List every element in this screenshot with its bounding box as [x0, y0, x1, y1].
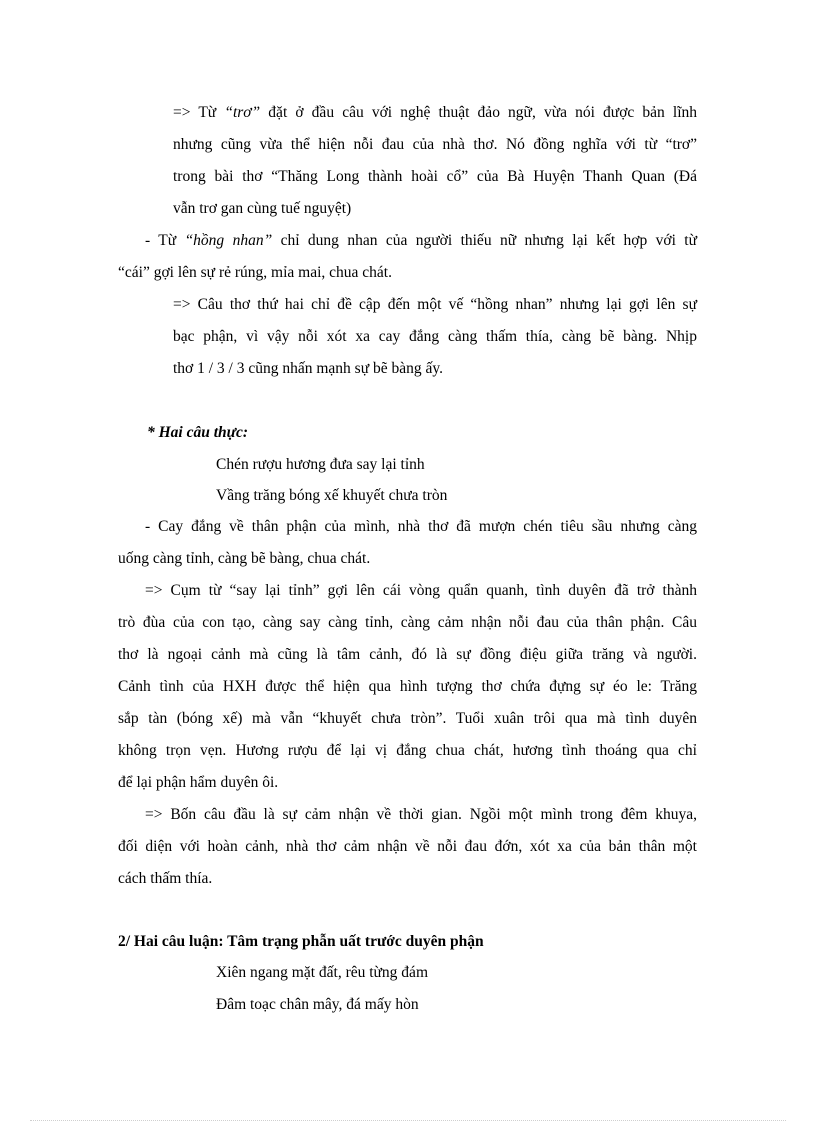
paragraph-line: “cái” gợi lên sự rẻ rúng, mỉa mai, chua chát.	[118, 264, 392, 281]
paragraph-line: cách thấm thía.	[118, 870, 213, 887]
paragraph-line: để lại phận hẩm duyên ôi.	[118, 774, 279, 791]
paragraph-line: => Từ “trơ” đặt ở đầu câu với nghệ thuật đảo ngữ, vừa nói được bản lĩnh	[173, 104, 698, 121]
paragraph-line: bạc phận, vì vậy nỗi xót xa cay đắng càng thấm thía, càng bẽ bàng. Nhịp	[173, 328, 697, 345]
verse-line: Xiên ngang mặt đất, rêu từng đám	[216, 964, 428, 981]
verse-line: Đâm toạc chân mây, đá mấy hòn	[216, 996, 419, 1013]
paragraph-line: - Cay đắng về thân phận của mình, nhà thơ đã mượn chén tiêu sầu nhưng càng	[145, 518, 697, 535]
paragraph-line: nhưng cũng vừa thể hiện nỗi đau của nhà thơ. Nó đồng nghĩa với từ “trơ”	[173, 136, 697, 153]
section-heading: * Hai câu thực:	[147, 424, 248, 441]
paragraph-line: => Câu thơ thứ hai chỉ đề cập đến một vế “hồng nhan” nhưng lại gợi lên sự	[173, 296, 697, 313]
paragraph-line: vẫn trơ gan cùng tuế nguyệt)	[173, 200, 352, 217]
paragraph-line: => Cụm từ “say lại tỉnh” gợi lên cái vòng quẩn quanh, tình duyên đã trở thành	[145, 582, 697, 599]
verse-line: Vầng trăng bóng xế khuyết chưa tròn	[216, 487, 448, 504]
paragraph-line: không trọn vẹn. Hương rượu để lại vị đắng chua chát, hương tình thoáng qua chỉ	[118, 742, 697, 759]
paragraph-line: đối diện với hoàn cảnh, nhà thơ cảm nhận về nỗi đau đớn, xót xa của bản thân một	[118, 838, 697, 855]
paragraph-line: uống càng tỉnh, càng bẽ bàng, chua chát.	[118, 550, 371, 567]
verse-line: Chén rượu hương đưa say lại tỉnh	[216, 456, 425, 473]
paragraph-line: - Từ “hồng nhan” chỉ dung nhan của người thiếu nữ nhưng lại kết hợp với từ	[145, 232, 697, 249]
section-heading: 2/ Hai câu luận: Tâm trạng phẫn uất trước duyên phận	[118, 933, 484, 950]
paragraph-line: trong bài thơ “Thăng Long thành hoài cổ” của Bà Huyện Thanh Quan (Đá	[173, 168, 697, 185]
paragraph-line: sắp tàn (bóng xế) mà vẫn “khuyết chưa tròn”. Tuổi xuân trôi qua mà tình duyên	[118, 710, 697, 727]
paragraph-line: => Bốn câu đầu là sự cảm nhận về thời gian. Ngồi một mình trong đêm khuya,	[145, 806, 697, 823]
paragraph-line: Cảnh tình của HXH được thể hiện qua hình tượng thơ chứa đựng sự éo le: Trăng	[118, 678, 697, 695]
page-footer-divider	[30, 1120, 786, 1121]
paragraph-line: trò đùa của con tạo, càng say càng tỉnh, càng cảm nhận nỗi đau của thân phận. Câu	[118, 614, 697, 631]
paragraph-line: thơ là ngoại cảnh mà cũng là tâm cảnh, đó là sự đồng điệu giữa trăng và người.	[118, 646, 697, 663]
paragraph-line: thơ 1 / 3 / 3 cũng nhấn mạnh sự bẽ bàng ấy.	[173, 360, 444, 377]
